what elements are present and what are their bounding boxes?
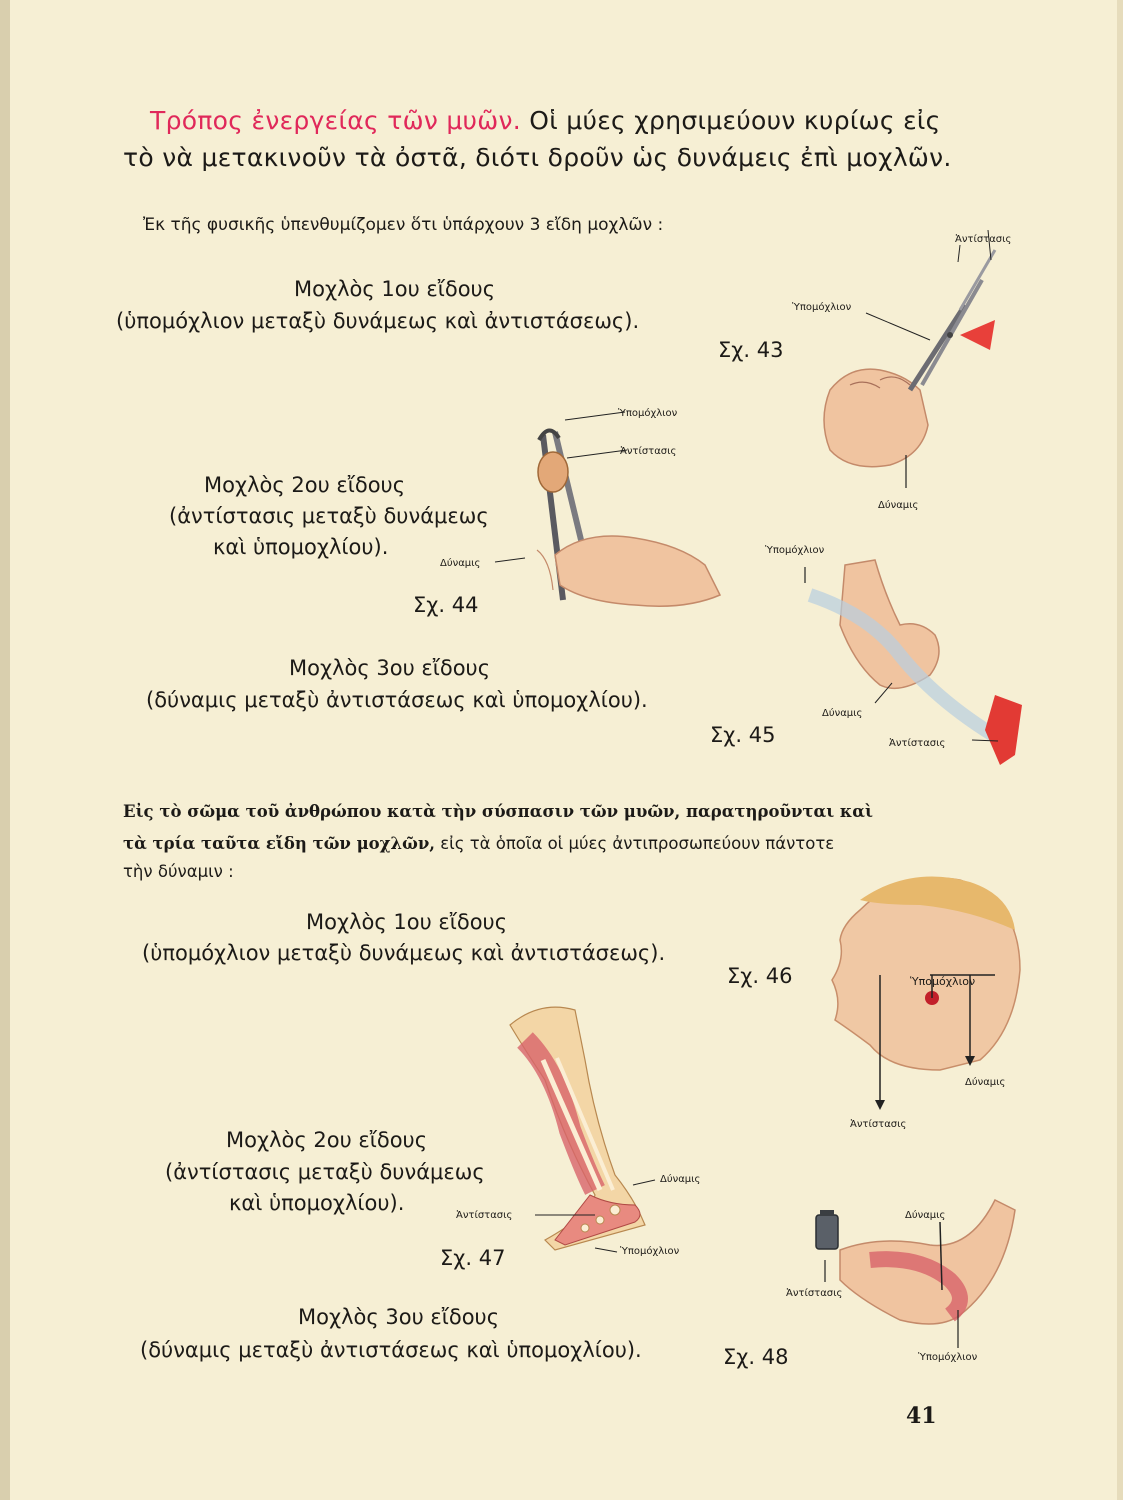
fig45-label-resistance: Ἀντίστασις bbox=[889, 738, 946, 749]
top-lever-1-title: Μοχλὸς 1ου εἴδους bbox=[294, 277, 496, 301]
body-lever-3-title: Μοχλὸς 3ου εἴδους bbox=[298, 1305, 500, 1329]
fig45-label-fulcrum: Ὑπομόχλιον bbox=[765, 545, 825, 556]
fig47-label-fulcrum: Ὑπομόχλιον bbox=[620, 1246, 680, 1257]
intro-text: Ἐκ τῆς φυσικῆς ὑπενθυμίζομεν ὅτι ὑπάρχουν 3 εἴδη μοχλῶν : bbox=[143, 215, 664, 235]
fig48-label-fulcrum: Ὑπομόχλιον bbox=[918, 1352, 978, 1363]
section-heading-lead: Τρόπος ἐνεργείας τῶν μυῶν. bbox=[150, 106, 522, 135]
fig43-illustration bbox=[810, 240, 1020, 490]
fig46-illustration bbox=[820, 870, 1030, 1110]
fig46-label-force: Δύναμις bbox=[965, 1077, 1006, 1088]
fig43-label-force: Δύναμις bbox=[878, 500, 919, 511]
body-paragraph-plain-line2: εἰς τὰ ὁποῖα οἱ μύες ἀντιπροσωπεύουν πάντοτε bbox=[435, 834, 835, 853]
top-lever-3-title: Μοχλὸς 3ου εἴδους bbox=[289, 656, 491, 680]
fig44-label-fulcrum: Ὑπομόχλιον bbox=[618, 408, 678, 419]
fig48-label-force: Δύναμις bbox=[905, 1210, 946, 1221]
fig44-illustration bbox=[515, 410, 735, 620]
top-lever-3-desc: (δύναμις μεταξὺ ἀντιστάσεως καὶ ὑπομοχλίου). bbox=[146, 688, 648, 712]
fig45-caption: Σχ. 45 bbox=[710, 723, 776, 747]
page-binding-edge bbox=[0, 0, 10, 1500]
fig46-label-resistance: Ἀντίστασις bbox=[850, 1119, 907, 1130]
body-lever-2-desc-line1: (ἀντίστασις μεταξὺ δυνάμεως bbox=[165, 1160, 485, 1184]
fig48-label-resistance: Ἀντίστασις bbox=[786, 1288, 843, 1299]
fig46-caption: Σχ. 46 bbox=[727, 964, 793, 988]
body-paragraph-line2 bbox=[123, 834, 834, 853]
section-heading-rest: Οἱ μύες χρησιμεύουν κυρίως εἰς bbox=[521, 106, 941, 135]
fig45-label-force: Δύναμις bbox=[822, 708, 863, 719]
top-lever-2-desc-line2: καὶ ὑπομοχλίου). bbox=[213, 535, 389, 559]
body-paragraph-bold-line2: τὰ τρία ταῦτα εἴδη τῶν μοχλῶν, bbox=[123, 834, 436, 853]
fig48-caption: Σχ. 48 bbox=[723, 1345, 789, 1369]
body-paragraph-bold-line1: Εἰς τὸ σῶμα τοῦ ἀνθρώπου κατὰ τὴν σύσπασιν τῶν μυῶν, παρατηροῦνται καὶ bbox=[123, 802, 873, 821]
body-lever-2-title: Μοχλὸς 2ου εἴδους bbox=[226, 1128, 428, 1152]
fig47-illustration bbox=[495, 1000, 665, 1260]
body-lever-3-desc: (δύναμις μεταξὺ ἀντιστάσεως καὶ ὑπομοχλίου). bbox=[140, 1338, 642, 1362]
fig44-caption: Σχ. 44 bbox=[413, 593, 479, 617]
page-number: 41 bbox=[906, 1403, 937, 1429]
fig47-label-force: Δύναμις bbox=[660, 1174, 701, 1185]
fig43-label-fulcrum: Ὑπομόχλιον bbox=[792, 302, 852, 313]
body-lever-2-desc-line2: καὶ ὑπομοχλίου). bbox=[229, 1191, 405, 1215]
top-lever-2-title: Μοχλὸς 2ου εἴδους bbox=[204, 473, 406, 497]
fig43-caption: Σχ. 43 bbox=[718, 338, 784, 362]
fig44-label-resistance: Ἀντίστασις bbox=[620, 446, 677, 457]
top-lever-2-desc-line1: (ἀντίστασις μεταξὺ δυνάμεως bbox=[169, 504, 489, 528]
fig47-label-resistance: Ἀντίστασις bbox=[456, 1210, 513, 1221]
body-paragraph-line3: τὴν δύναμιν : bbox=[123, 862, 234, 881]
fig47-caption: Σχ. 47 bbox=[440, 1246, 506, 1270]
body-lever-1-desc: (ὑπομόχλιον μεταξὺ δυνάμεως καὶ ἀντιστάσεως). bbox=[142, 941, 666, 965]
section-heading-line1 bbox=[150, 106, 941, 135]
page-right-edge bbox=[1117, 0, 1123, 1500]
body-lever-1-title: Μοχλὸς 1ου εἴδους bbox=[306, 910, 508, 934]
top-lever-1-desc: (ὑπομόχλιον μεταξὺ δυνάμεως καὶ ἀντιστάσεως). bbox=[116, 309, 640, 333]
fig43-label-resistance: Ἀντίστασις bbox=[955, 234, 1012, 245]
section-heading-line2: τὸ νὰ μετακινοῦν τὰ ὀστᾶ, διότι δροῦν ὡς δυνάμεις ἐπὶ μοχλῶν. bbox=[123, 143, 952, 172]
fig44-label-force: Δύναμις bbox=[440, 558, 481, 569]
fig46-label-fulcrum: Ὑπομόχλιον bbox=[910, 975, 976, 988]
